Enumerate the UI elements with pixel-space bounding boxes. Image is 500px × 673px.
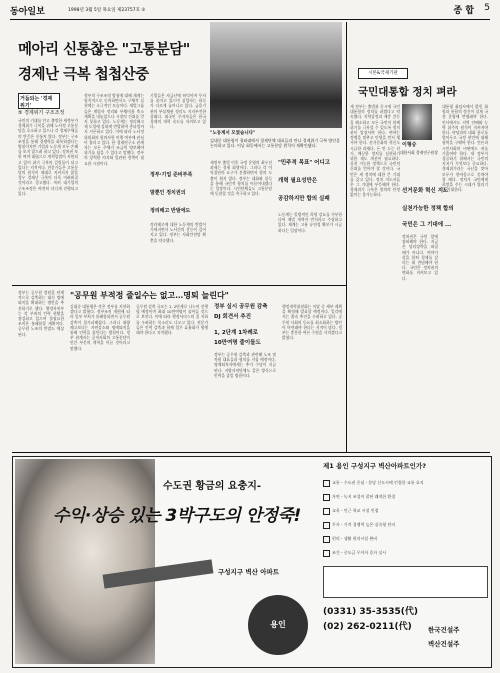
masthead (10, 3, 490, 20)
body-column-3: 기업들은 자금난에 허덕이며 투자를 줄이고 있으며 실업자는 하루가 다르게 늘어나고 있다. 금융기관의 부실채권 정리도 지지부진한 상태다. 외국인 투자자들은 한국 경제의 개혁 속도를 지켜보고 있다. (150, 93, 206, 130)
ad-info-title: 제1 용인 구성지구 벽산아파트인가? (323, 462, 426, 470)
ad-point: 교육 - 인근 학교 시설 인접 (323, 504, 488, 518)
ad-phone-1: (0331) 35-3535(代) (323, 607, 418, 617)
bullet-icon (323, 480, 330, 487)
lower-subhead-3: 1, 2단계 1차례로 (214, 330, 258, 336)
body-column-3b: 정리해고에 대한 노동계의 반발이 거세지면서 노사간의 갈등이 깊어지고 있다. 정부는 사회안전망 확충을 약속했다. (150, 222, 206, 243)
photo-caption-title: "노동계서 모였습니다" (210, 131, 256, 136)
body-column-1: 국민의 기대를 안고 출범한 새정부가 경제위기 극복을 위해 노사정 고통분담을 호소하고 있으나 각 경제주체들의 반응은 신통치 않다. 정부는 구조조정을 통해 경쟁력을 회복하겠다는 방침이지만 기업과 노동계 모두 손해를 보지 않으려 하고 있다. 정치권 또한 여야 대립으로 개혁입법이 지연되고 있어 위기 극복의 걸림돌이 되고 있다는 지적이다. 전문가들은 고통분담의 원칙이 제대로 지켜지지 않을 경우 경제난 극복이 더욱 어려워질 것이라고 경고했다. 특히 대기업의 구조조정은 여전히 더디게 진행되고 있다. (18, 118, 78, 196)
side-column-3: 대통령 취임사에서 밝힌 화합과 통합의 정신이 실제 국정 운영에 반영돼야 한다. 인사에서도 지역 안배와 능력 위주의 원칙이 지켜져야 한다. 야당과의 대화 통로를 열어두고 국정 현안에 대해 협력을 구해야 한다. 언론과 시민사회의 비판에도 귀를 기울여야 한다. 새 정부가 성공하기 위해서는 국민의 지지가 무엇보다 중요하다. 경제위기라는 국난을 맞아 모두가 한마음으로 뭉쳐야 할 때다. 정치가 국민에게 희망을 주는 시대가 열리기를 기대한다. (442, 104, 488, 193)
lead-headline-2: 경제난 극복 첩첩산중 (18, 66, 149, 83)
ad-point: 자연 - 녹지 조성이 잘된 쾌적한 환경 (323, 490, 488, 504)
ad-rule (12, 452, 490, 453)
newspaper-name: 동아일보 (10, 7, 45, 17)
ad-phone-2: (02) 262-0211(代) (323, 622, 412, 632)
bullet-icon (323, 522, 330, 529)
page-number: 5 (484, 3, 490, 13)
ad-point: 편의 - 생활 편의시설 완비 (323, 532, 488, 546)
ad-project-name: 구성지구 벽산 아파트 (218, 568, 280, 576)
middle-subhead-2: 개혁 필요성만은 (278, 178, 318, 184)
ad-model-photo (15, 459, 155, 664)
series-number: ⑤ 경제위기 구조조정 (18, 110, 65, 116)
bullet-icon (323, 508, 330, 515)
ad-points-list (323, 476, 488, 560)
ad-point: 조건 - 중도금 무이자 융자 실시 (323, 546, 488, 560)
ad-big-line: 수익·상승 있는 3박구도의 안정죽! (53, 506, 301, 526)
lower-column-3: 공무원 감축 규모는 1, 2단계로 나누어 진행될 예정이며 최대 10만여명이 줄어들 것으로 보인다. 이에 따라 행정서비스의 질 저하를 우려하는 목소리도 나오고 있다. 전문가들은 인력 감축과 함께 업무 효율화가 병행돼야 한다고 지적했다. (136, 304, 208, 336)
lower-column-2: 김대중 대통령은 작은 정부를 지향하겠다고 밝혔다. 정부조직 개편에 따라 일부 부처가 통폐합되면서 공무원 감축이 불가피해졌다. 그러나 대량 해고보다는 자연감소와 명예퇴직을 통해 인력을 줄인다는 방침이다. 정부 관계자는 공직사회의 고통분담이 민간 부문의 개혁을 이끌 것이라고 말했다. (70, 304, 130, 351)
side-headline: 국민대통합 정치 펴라 (358, 86, 457, 98)
body-column-2: 정부의 구조조정 방침에 대해 재계는 원칙적으로 동의하면서도 구체적 실천에는 소극적인 모습이다. 재벌그룹들은 계열사 정리와 부채비율 축소 계획을 내놓았으나 시장의 신뢰를 얻지 못하고 있다. 노동계는 정리해고제 도입에 강하게 반발하며 총파업까지 거론하고 있다. 이에 따라 노사정위원회의 합의사항 이행 여부에 관심이 쏠리고 있다. 한 경제연구소 관계자는 모든 주체가 조금씩 양보해야 위기를 넘을 수 있다고 말했다. 정부의 강력한 의지와 일관된 정책이 필요한 시점이다. (84, 93, 144, 166)
body-column-5: 노동계는 일방적인 희생 강요를 거부한다며 재벌 개혁이 먼저라고 주장하고 있다. 재계는 고용 유연성 확보가 시급하다는 입장이다. (278, 212, 342, 233)
side-column-1: 새 정부는 출범과 동시에 국민대통합의 정치를 펴겠다고 약속했다. 지역감정과 계층 갈등을 해소하고 모든 국민이 함께 위기를 극복할 수 있도록 정치권이 앞장서야 한다. 여야는 정쟁을 멈추고 민생을 먼저 챙겨야 한다. 선거문화의 혁신도 시급한 과제다. 돈 안 드는 선거, 깨끗한 정치를 실현하기 위한 제도 개선이 필요하다. 실천 가능한 정책으로 국민의 신뢰를 얻어야 할 것이다. 국민은 새 정치에 대한 큰 기대를 갖고 있다. 정치 지도자들은 그 기대에 부응해야 한다. 경제위기 극복은 정치의 안정 없이는 불가능하다. (350, 104, 400, 198)
ad-builder-1: 한국건설주 (428, 626, 460, 634)
lower-column-5: 행정개혁위원회는 이달 중 세부 계획을 확정해 발표할 예정이다. 일각에서는 졸속 추진을 우려하고 있다. 공무원 사회의 동요를 최소화하는 방안이 마련돼야 한다는 지적이 많다. 정부는 충분한 여론 수렴을 거치겠다고 밝혔다. (282, 304, 342, 341)
lead-subhead-2: 말뿐인 정치권의 (150, 190, 186, 196)
bullet-icon (323, 536, 330, 543)
ad-builder-2: 벽산건설주 (428, 640, 460, 648)
side-subhead-1: 선거문화 혁신 지도 (402, 188, 449, 194)
side-column-2: 정치권은 국민 앞에 겸허해야 한다. 지금은 당리당략을 따질 때가 아니다. 여야가 힘을 합쳐 경제를 살리는 데 전념해야 한다. 국민은 정치권의 변화를 지켜보고 있다. (402, 234, 438, 281)
side-kicker: 시론&국제기관 (368, 71, 398, 76)
columnist-name: 이형승 (402, 142, 417, 148)
lower-headline: "공무원 부적정 줄일수는 없고…명퇴 늘린다" (70, 290, 229, 300)
bullet-icon (323, 550, 330, 557)
ad-point: 교통 - 수도권 중심 - 분당 신도시에 인접한 교통 요지 (323, 476, 488, 490)
photo-caption-text: 김대중 대통령이 청와대에서 경제단체 대표들과 만나 경제위기 극복 방안을 논의하고 있다. 이날 회동에서는 고통분담 원칙이 재확인됐다. (210, 138, 340, 148)
bullet-icon (323, 494, 330, 501)
kicker-box (358, 68, 408, 79)
ad-badge: 용인 (248, 595, 308, 655)
section-name: 종 합 (453, 6, 474, 16)
lower-column-1: 정부는 공무원 정원을 단계적으로 감축하는 대신 명예퇴직을 확대하는 방안을 추진하기로 했다. 행정자치부는 각 부처의 인력 현황을 점검하고 있으며 불필요한 조직은 통폐합할 계획이다. 공무원 노조의 반발도 예상된다. (18, 290, 64, 337)
side-subhead-3: 국민은 그 기대에 ... (402, 222, 452, 228)
middle-subhead-1: "민주적 목표" 어디고 (278, 160, 331, 166)
lower-subhead-1: 정부 실시 공무원 감축 (214, 304, 268, 310)
lead-subhead-3: 정리해고 반발에도 (150, 208, 191, 214)
columnist-title: 대한사회 경제연구원장 (400, 150, 438, 155)
news-photo (210, 22, 342, 128)
body-column-4: 새정부 출범 이후 국정 운영의 최우선 과제는 경제 회생이다. 그러나 각 이익집단의 요구가 분출하면서 합의 도출이 쉽지 않다. 정부는 대화와 설득을 통해 국민적 합의를 이끌어내겠다는 입장이다. 시민단체들도 고통분담에 동참할 것을 촉구하고 있다. (210, 160, 272, 197)
middle-subhead-3: 공감하지만 합의 실패 (278, 196, 330, 202)
lower-column-4: 정부는 공무원 감축과 관련해 노조 및 직원 대표들과 협의를 거칠 예정이다. 명예퇴직자에게는 추가 수당이 지급된다. 지방자치단체도 같은 방식으로 인력을 줄일 방침이다. (214, 352, 276, 378)
lower-subhead-2: DJ 회견서 추진 (214, 314, 252, 320)
lower-subhead-4: 10만여명 줄이들도 (214, 340, 261, 346)
section-rule (12, 285, 346, 286)
ad-point: 투자 - 가격 경쟁력 높은 실속형 단지 (323, 518, 488, 532)
ad-location-map (323, 566, 488, 598)
ad-info-panel (323, 459, 488, 664)
side-subhead-2: 실천가능한 정책 합의 (402, 206, 454, 212)
series-tag: 거듭되는 '경제 위기' (20, 96, 53, 109)
issue-date: 1998년 3월 5일 목요일 제23757호 ⑤ (68, 8, 146, 13)
series-logo-box (18, 93, 60, 109)
column-rule (346, 22, 347, 452)
lead-subhead-1: 정부·기업 준비부족 (150, 172, 193, 178)
ad-top-line: 수도권 황금의 요충지- (163, 481, 262, 492)
lead-headline-1: 메아리 신통찮은 "고통분담" (18, 41, 190, 58)
columnist-photo (402, 104, 432, 140)
advertisement (12, 456, 492, 668)
